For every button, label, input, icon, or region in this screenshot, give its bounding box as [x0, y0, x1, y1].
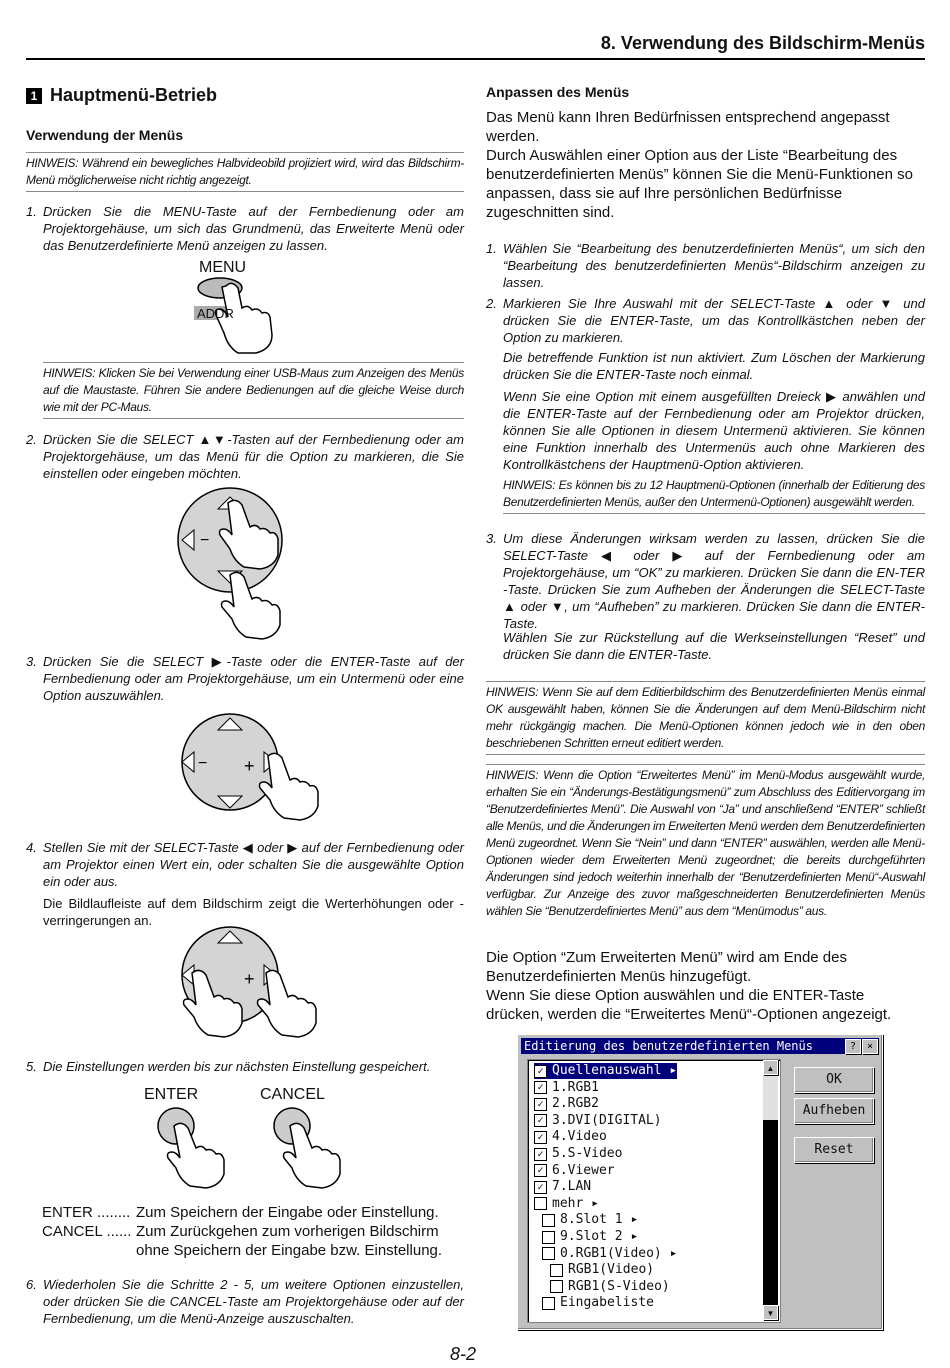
step-text: Drücken Sie die SELECT ▲▼-Tasten auf der Fernbedienung oder am Projektorgehäuse, um das Menü für die Option zu markieren, die Sie einstellen oder eingeben möchten.	[43, 432, 464, 481]
menu-option-item[interactable]	[550, 1279, 670, 1295]
page-number: 8-2	[450, 1344, 477, 1364]
step-number: 4.	[26, 840, 37, 855]
right-step-2-detail-2: Wenn Sie eine Option mit einem ausgefüllten Dreieck ▶ anwählen und die ENTER-Taste auf der Fernbedienung oder am Projektor drücken, können Sie alle Optionen in diesem Untermenü aktivieren. Sie können eine Funktion innerhalb des Untermenüs auch ohne Markieren des Kontrollkästchens der Hauptmenü-Option aktivieren.	[503, 389, 925, 472]
checkbox[interactable]: ✓	[534, 1148, 547, 1161]
checkbox[interactable]: ✓	[534, 1114, 547, 1127]
menu-option-item[interactable]	[542, 1229, 638, 1245]
hand-icon	[168, 1123, 225, 1188]
menu-option-label: 5.S-Video	[552, 1146, 623, 1161]
left-step-1	[26, 203, 464, 254]
step-number: 6.	[26, 1277, 37, 1292]
checkbox[interactable]: ✓	[534, 1131, 547, 1144]
menu-option-item[interactable]	[534, 1163, 615, 1179]
step-number: 3.	[486, 531, 497, 546]
left-step-6	[26, 1276, 464, 1327]
step-number: 1.	[26, 204, 37, 219]
menu-option-label: 3.DVI(DIGITAL)	[552, 1112, 662, 1128]
step-text: Markieren Sie Ihre Auswahl mit der SELECT-Taste ▲ oder ▼ und drücken Sie die ENTER-Taste, um das Kontrollkästchen neben der Option zu markieren.	[503, 296, 925, 345]
checkbox[interactable]	[542, 1214, 555, 1227]
select-leftright-figure	[170, 925, 340, 1050]
menu-option-item[interactable]	[534, 1113, 662, 1129]
right-step-3	[486, 530, 925, 632]
header-rule	[26, 58, 925, 60]
menu-option-label: RGB1(S-Video)	[568, 1278, 670, 1294]
scroll-down-icon[interactable]: ▼	[763, 1305, 778, 1320]
scrollbar[interactable]	[763, 1060, 778, 1320]
right-intro-1: Das Menü kann Ihren Bedürfnissen entsprechend angepasst werden.	[486, 109, 890, 145]
left-step-4	[26, 839, 464, 890]
section-title	[26, 85, 217, 106]
step-text: Wählen Sie “Bearbeitung des benutzerdefinierten Menüs“, um sich den “Bearbeitung des benutzerdefinierten Menüs“-Bildschirm anzeigen zu lassen.	[503, 241, 925, 290]
checkbox[interactable]: ✓	[534, 1164, 547, 1177]
hand-icon	[258, 970, 317, 1037]
checkbox[interactable]: ✓	[534, 1181, 547, 1194]
note-1: HINWEIS: Während ein bewegliches Halbvideobild projiziert wird, wird das Bildschirm-Menü möglicherweise nicht richtig angezeigt.	[26, 152, 464, 192]
plus-sign: +	[244, 756, 255, 776]
close-button[interactable]: ×	[862, 1039, 878, 1054]
step-text: Um diese Änderungen wirksam werden zu lassen, drücken Sie die SELECT-Taste ◀ oder ▶ auf der Fernbedienung oder am Projektorgehäuse, um “OK” zu markieren. Drücken Sie dann die EN-TER -Taste. Drücken Sie zum Aufheben der Änderungen die SELECT-Taste ▲ oder ▼, um “Aufheben” zu markieren. Drücken Sie dann die ENTER-Taste.	[503, 531, 925, 631]
menu-option-label: Quellenauswahl ▸	[552, 1063, 678, 1078]
note-b: HINWEIS: Wenn Sie auf dem Editierbildschirm des Benutzerdefinierten Menüs einmal OK ausgewählt haben, können Sie die Änderungen auf dem Menü-Bildschirm nicht mehr rückgängig machen. Die Menü-Optionen können jedoch wie in den oben beschriebenen Schritten erneut editiert werden.	[486, 681, 925, 755]
plus-sign: +	[244, 969, 255, 989]
menu-option-item[interactable]	[542, 1212, 638, 1228]
checkbox[interactable]: ✓	[534, 1065, 547, 1078]
ok-button[interactable]: OK	[794, 1067, 874, 1093]
step-number: 5.	[26, 1059, 37, 1074]
def-value: Zum Zurückgehen zum vorherigen Bildschirm ohne Speichern der Eingabe bzw. Einstellung.	[136, 1223, 443, 1259]
custom-menu-dialog	[517, 1034, 883, 1330]
right-intro-2: Durch Auswählen einer Option aus der Liste “Bearbeitung des benutzerdefinierten Menüs” können Sie die Menü-Funktionen so anpassen, dass sie auf Ihre persönlichen Bedürfnisse zugeschnitten sind.	[486, 147, 913, 221]
menu-option-label: 2.RGB2	[552, 1096, 599, 1112]
menu-option-item[interactable]	[534, 1080, 599, 1096]
right-heading: Anpassen des Menüs	[486, 84, 630, 100]
menu-option-label: 7.LAN	[552, 1179, 592, 1195]
note-2: HINWEIS: Klicken Sie bei Verwendung einer USB-Maus zum Anzeigen des Menüs auf die Maustaste. Führen Sie andere Bedienungen auf die gleiche Weise durch wie mit der PC-Maus.	[43, 362, 464, 419]
step-text: Stellen Sie mit der SELECT-Taste ◀ oder ▶ auf der Fernbedienung oder am Projektor einen Wert ein, oder schalten Sie die ausgewählte Option ein oder aus.	[43, 840, 464, 889]
minus-sign: −	[198, 755, 208, 772]
menu-option-list[interactable]	[527, 1059, 781, 1323]
right-step-1	[486, 240, 925, 291]
menu-option-item[interactable]	[534, 1179, 591, 1195]
def-enter	[42, 1203, 467, 1222]
menu-option-item[interactable]	[534, 1096, 599, 1112]
checkbox[interactable]	[542, 1247, 555, 1260]
menu-option-label: 6.Viewer	[552, 1162, 615, 1178]
def-key: CANCEL ......	[42, 1223, 132, 1240]
hand-icon	[260, 753, 319, 820]
dialog-title: Editierung des benutzerdefinierten Menüs	[524, 1039, 813, 1053]
checkbox[interactable]	[542, 1297, 555, 1310]
step-number: 3.	[26, 654, 37, 669]
step-text: Wiederholen Sie die Schritte 2 - 5, um weitere Optionen einzustellen, oder drücken Sie die CANCEL-Taste am Projektorgehäuse oder auf der Fernbedienung, um die Menü-Anzeige auszuschalten.	[43, 1277, 464, 1326]
minus-sign: −	[200, 532, 210, 549]
menu-option-item[interactable]	[542, 1295, 654, 1311]
checkbox[interactable]: ✓	[534, 1081, 547, 1094]
menu-option-item[interactable]	[550, 1262, 654, 1278]
menu-option-label: Eingabeliste	[560, 1295, 654, 1311]
step-text: Drücken Sie die SELECT ▶-Taste oder die ENTER-Taste auf der Fernbedienung oder am Projektorgehäuse, um ein Untermenü oder eine Option auszuwählen.	[43, 654, 464, 703]
cancel-label: CANCEL	[260, 1086, 325, 1103]
checkbox[interactable]	[550, 1264, 563, 1277]
def-value: Zum Speichern der Eingabe oder Einstellung.	[136, 1204, 439, 1221]
right-step-2-detail-1: Die betreffende Funktion ist nun aktiviert. Zum Löschen der Markierung drücken Sie die ENTER-Taste noch einmal.	[503, 350, 925, 382]
left-step-4-detail: Die Bildlaufleiste auf dem Bildschirm zeigt die Werterhöhungen oder -verringerungen an.	[43, 896, 464, 928]
reset-button[interactable]: Reset	[794, 1137, 874, 1163]
left-heading: Verwendung der Menüs	[26, 127, 184, 143]
right-outro-1: Die Option “Zum Erweiterten Menü” wird am Ende des Benutzerdefinierten Menüs hinzugefügt.	[486, 949, 847, 985]
menu-option-label: 1.RGB1	[552, 1079, 599, 1095]
enter-cancel-figure	[150, 1106, 370, 1196]
left-step-3	[26, 653, 464, 704]
checkbox[interactable]	[534, 1197, 547, 1210]
menu-option-item[interactable]	[534, 1146, 622, 1162]
select-updown-figure	[170, 485, 320, 645]
left-step-2	[26, 431, 464, 482]
scroll-thumb[interactable]	[763, 1120, 778, 1320]
addr-label: ADDR	[197, 306, 234, 321]
note-c: HINWEIS: Wenn die Option “Erweitertes Menü” im Menü-Modus ausgewählt wurde, erhalten Sie ein “Änderungs-Bestätigungsmenü” zum Abschluss des Editiervorgang im “Benutzerdefiniertes Menü”. Die Auswahl von “Ja” und anschließend “ENTER” schließt alle Menüs, und die Änderungen im Erweiterten Menü werden dem Benutzerdefinierten Menü zugeordnet. Wenn Sie “Nein” und dann “ENTER” auswählen, werden alle Menü-Optionen wieder dem Erweiterten Menü zugeordnet; die bereits durchgeführten Änderungen sind jedoch weiterhin innerhalb der “Benutzerdefinierten Menü“-Auswahl verfügbar. Zur Anzeige des zuvor maßgeschneiderten Benutzerdefinierten Menüs wählen Sie “Benutzerdefiniertes Menü” aus dem “Menümodus” aus.	[486, 764, 925, 920]
step-text: Drücken Sie die MENU-Taste auf der Fernbedienung oder am Projektorgehäuse, um sich das Grundmenü, das Erweiterte Menü oder das Benutzerdefinierte Menü anzeigen zu lassen.	[43, 204, 464, 253]
menu-option-label: 0.RGB1(Video) ▸	[560, 1245, 678, 1261]
step-number: 2.	[486, 296, 497, 311]
menu-option-label: 8.Slot 1 ▸	[560, 1212, 639, 1228]
right-step-2	[486, 295, 925, 346]
cancel-button[interactable]: Aufheben	[794, 1098, 874, 1124]
step-number: 1.	[486, 241, 497, 256]
right-outro-2: Wenn Sie diese Option auswählen und die ENTER-Taste drücken, werden die “Erweitertes Menü“-Optionen angezeigt.	[486, 987, 892, 1023]
menu-option-item[interactable]	[534, 1196, 599, 1212]
menu-option-label: 9.Slot 2 ▸	[560, 1229, 639, 1244]
menu-option-item[interactable]	[534, 1063, 677, 1079]
menu-label: MENU	[199, 259, 247, 276]
checkbox[interactable]	[550, 1280, 563, 1293]
scroll-up-icon[interactable]: ▲	[763, 1060, 778, 1075]
chapter-title: 8. Verwendung des Bildschirm-Menüs	[600, 33, 925, 53]
hand-icon	[284, 1123, 341, 1188]
menu-option-label: 4.Video	[552, 1129, 607, 1145]
def-key: ENTER ........	[42, 1204, 131, 1221]
checkbox[interactable]: ✓	[534, 1098, 547, 1111]
enter-label: ENTER	[144, 1086, 199, 1103]
dialog-titlebar	[521, 1038, 879, 1054]
note-a: HINWEIS: Es können bis zu 12 Hauptmenü-Optionen (innerhalb der Editierung des Benutzerdefinierten Menüs, außer den Untermenü-Optionen) ausgewählt werden.	[503, 477, 925, 514]
left-step-5	[26, 1058, 464, 1075]
menu-option-item[interactable]	[534, 1129, 607, 1145]
menu-option-label: RGB1(Video)	[568, 1262, 655, 1278]
def-cancel	[42, 1222, 467, 1260]
right-step-3-detail: Wählen Sie zur Rückstellung auf die Werkseinstellungen “Reset” und drücken Sie dann die ENTER-Taste.	[503, 630, 925, 662]
help-button[interactable]: ?	[845, 1039, 861, 1054]
section-number: 1	[26, 88, 42, 104]
step-number: 2.	[26, 432, 37, 447]
menu-option-item[interactable]	[542, 1246, 677, 1262]
checkbox[interactable]	[542, 1231, 555, 1244]
menu-option-label: mehr ▸	[552, 1195, 599, 1211]
section-title-text: Hauptmenü-Betrieb	[50, 85, 218, 105]
select-right-figure	[170, 712, 340, 832]
step-text: Die Einstellungen werden bis zur nächsten Einstellung gespeichert.	[43, 1059, 431, 1074]
